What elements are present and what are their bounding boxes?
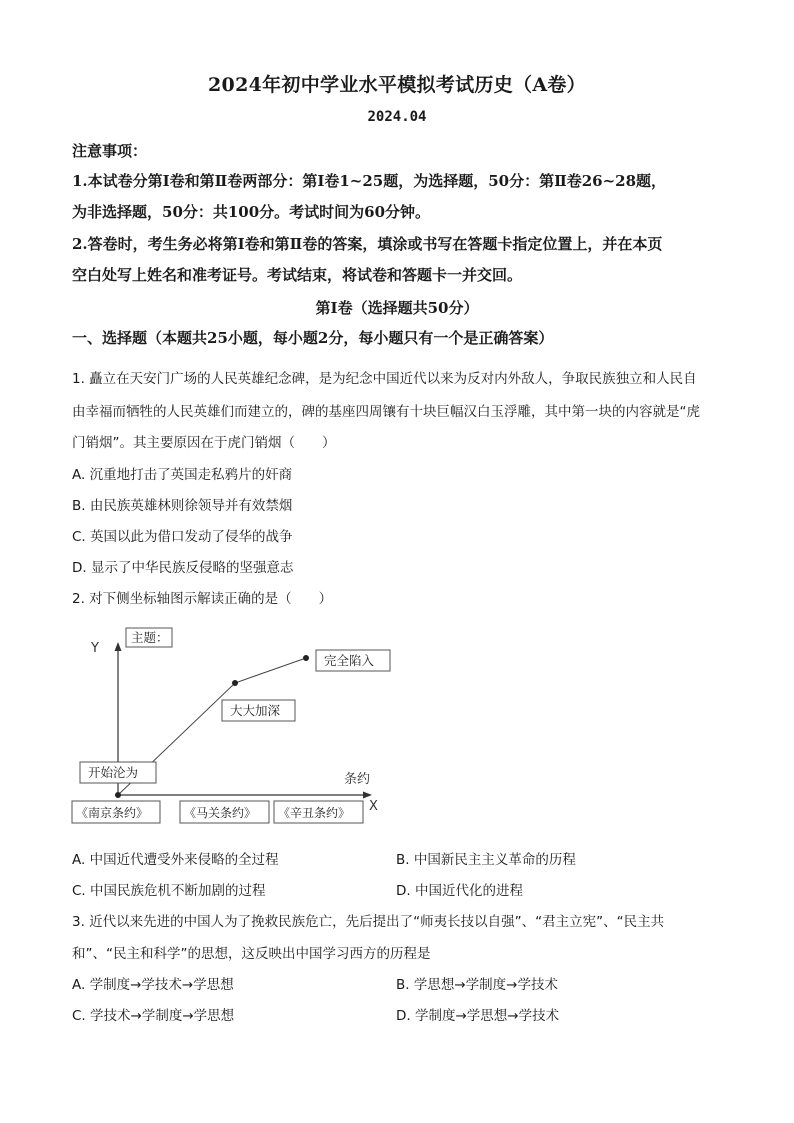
point-mid xyxy=(232,680,238,686)
point-end xyxy=(303,655,309,661)
exam-date: 2024.04 xyxy=(367,109,427,125)
q2-option-a[interactable]: A. 中国近代遭受外来侵略的全过程 xyxy=(72,852,279,868)
q3-option-d[interactable]: D. 学制度→学思想→学技术 xyxy=(396,1008,560,1024)
q2-option-c[interactable]: C. 中国民族危机不断加剧的过程 xyxy=(72,883,266,899)
stage-label-1: 开始沦为 xyxy=(88,765,139,780)
part-title: 一、选择题（本题共25小题，每小题2分，每小题只有一个是正确答案） xyxy=(72,329,554,347)
q1-stem-line: 1. 矗立在天安门广场的人民英雄纪念碑，是为纪念中国近代以来为反对内外敌人，争取民族独立和人民自 xyxy=(72,371,697,387)
stage-label-2: 大大加深 xyxy=(230,703,281,718)
q1-option-c[interactable]: C. 英国以此为借口发动了侵华的战争 xyxy=(72,529,293,545)
q3-option-a[interactable]: A. 学制度→学技术→学思想 xyxy=(72,977,234,993)
treaty-label-2: 《马关条约》 xyxy=(184,806,257,820)
stage-label-3: 完全陷入 xyxy=(324,653,375,668)
y-axis-arrow xyxy=(115,642,122,651)
notice-line: 2.答卷时，考生务必将第Ⅰ卷和第Ⅱ卷的答案，填涂或书写在答题卡指定位置上，并在本页 xyxy=(72,235,663,253)
q1-stem-line: 由幸福而牺牲的人民英雄们而建立的，碑的基座四周镶有十块巨幅汉白玉浮雕，其中第一块的内容就是“虎 xyxy=(72,404,700,420)
notice-line: 为非选择题，50分：共100分。考试时间为60分钟。 xyxy=(72,203,431,221)
q1-option-a[interactable]: A. 沉重地打击了英国走私鸦片的奸商 xyxy=(72,467,293,483)
q3-option-b[interactable]: B. 学思想→学制度→学技术 xyxy=(396,977,558,993)
q1-stem-line: 门销烟”。其主要原因在于虎门销烟（ ） xyxy=(72,435,336,451)
section-title: 第Ⅰ卷（选择题共50分） xyxy=(315,299,479,317)
x-axis-title: 条约 xyxy=(344,772,371,787)
treaty-label-1: 《南京条约》 xyxy=(76,806,149,820)
q2-stem: 2. 对下侧坐标轴图示解读正确的是（ ） xyxy=(72,591,333,607)
q3-stem-line: 和”、“民主和科学”的思想，这反映出中国学习西方的历程是 xyxy=(72,946,431,962)
notice-line: 1.本试卷分第Ⅰ卷和第Ⅱ卷两部分：第Ⅰ卷1~25题，为选择题，50分：第Ⅱ卷26~28题， xyxy=(72,172,667,190)
x-axis-arrow xyxy=(363,792,372,799)
q2-coordinate-figure xyxy=(66,620,396,830)
q2-option-d[interactable]: D. 中国近代化的进程 xyxy=(396,883,523,899)
theme-box-label: 主题： xyxy=(131,630,169,645)
notice-line: 空白处写上姓名和准考证号。考试结束，将试卷和答题卡一并交回。 xyxy=(72,266,523,284)
treaty-label-3: 《辛丑条约》 xyxy=(278,806,351,820)
q1-option-b[interactable]: B. 由民族英雄林则徐领导并有效禁烟 xyxy=(72,498,293,514)
point-start xyxy=(115,792,121,798)
y-axis-label: Y xyxy=(91,641,99,656)
q1-option-d[interactable]: D. 显示了中华民族反侵略的坚强意志 xyxy=(72,560,294,576)
notice-heading: 注意事项： xyxy=(72,142,148,160)
q3-option-c[interactable]: C. 学技术→学制度→学思想 xyxy=(72,1008,235,1024)
q2-option-b[interactable]: B. 中国新民主主义革命的历程 xyxy=(396,852,576,868)
x-axis-label: X xyxy=(369,799,378,814)
q3-stem-line: 3. 近代以来先进的中国人为了挽救民族危亡，先后提出了“师夷长技以自强”、“君主立宪”、“民主共 xyxy=(72,914,665,930)
exam-title: 2024年初中学业水平模拟考试历史（A卷） xyxy=(208,74,586,96)
